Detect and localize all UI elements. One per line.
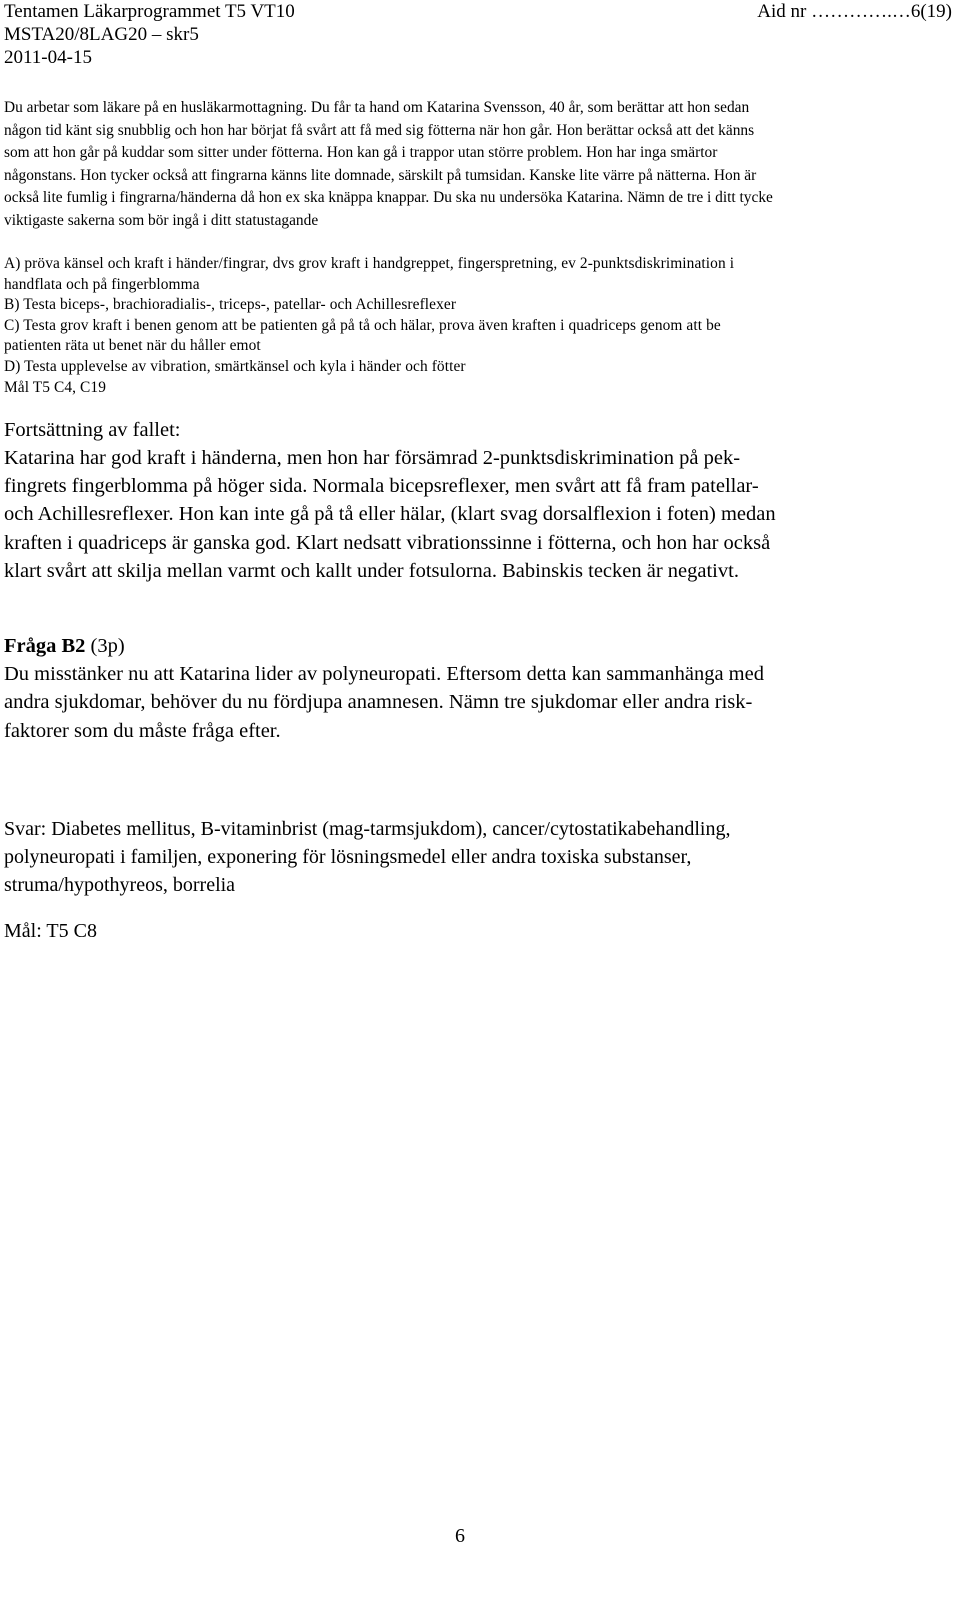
question-label: Fråga B2 [4, 635, 86, 657]
answer-line: struma/hypothyreos, borrelia [4, 874, 236, 897]
continuation-body [4, 444, 954, 585]
page-header [4, 0, 956, 69]
answer-block [4, 815, 954, 900]
continuation-title: Fortsättning av fallet: [4, 419, 181, 441]
case-description [4, 97, 952, 233]
question-line: faktorer som du måste fråga efter. [4, 719, 281, 742]
answer-options [4, 254, 952, 398]
option-line: C) Testa grov kraft i benen genom att be patienten gå på tå och hälar, prova även kraften i quadriceps genom att be [4, 316, 721, 334]
question-heading [4, 632, 954, 660]
option-line: D) Testa upplevelse av vibration, smärtkänsel och kyla i händer och fötter [4, 357, 466, 375]
goal-reference: Mål: T5 C8 [4, 920, 97, 942]
page-number: 6 [455, 1525, 465, 1547]
option-line: handflata och på fingerblomma [4, 275, 200, 293]
exam-date: 2011-04-15 [4, 47, 92, 68]
continuation-line: fingrets fingerblomma på höger sida. Normala bicepsreflexer, men svårt att få fram patellar- [4, 475, 759, 498]
question-line: andra sjukdomar, behöver du nu fördjupa anamnesen. Nämn tre sjukdomar eller andra risk- [4, 691, 753, 714]
course-code: MSTA20/8LAG20 – skr5 [4, 24, 199, 45]
case-line: som att hon går på kuddar som sitter under fötterna. Hon kan gå i trappor utan större problem. Hon har inga smärtor [4, 144, 718, 162]
option-line: A) pröva känsel och kraft i händer/fingrar, dvs grov kraft i handgreppet, fingerspretning, ev 2-punktsdiskrimination i [4, 255, 735, 272]
case-line: viktigaste sakerna som bör ingå i ditt statustagande [4, 211, 319, 229]
case-line: någon tid känt sig snubblig och hon har börjat få svårt att få med sig fötterna när hon går. Hon berättar också att det känns [4, 121, 755, 139]
continuation-line: Katarina har god kraft i händerna, men hon har försämrad 2-punktsdiskrimination på pek- [4, 447, 741, 469]
question-line: Du misstänker nu att Katarina lider av polyneuropati. Eftersom detta kan sammanhänga med [4, 663, 764, 686]
case-line: också lite fumlig i fingrarna/händerna då hon ex ska knäppa knappar. Du ska nu undersöka Katarina. Nämn de tre i ditt tycke [4, 189, 773, 207]
continuation-line: kraften i quadriceps är ganska god. Klart nedsatt vibrationssinne i fötterna, och hon har också [4, 531, 771, 554]
answer-line: polyneuropati i familjen, exponering för lösningsmedel eller andra toxiska substanser, [4, 846, 692, 869]
option-line: patienten räta ut benet när du håller emot [4, 337, 261, 355]
continuation-line: klart svårt att skilja mellan varmt och kallt under fotsulorna. Babinskis tecken är negativt. [4, 559, 739, 582]
case-line: någonstans. Hon tycker också att fingrarna känns lite domnade, särskilt på tumsidan. Kanske lite värre på nätterna. Hon är [4, 166, 757, 184]
question-b2 [4, 632, 954, 745]
case-line: Du arbetar som läkare på en husläkarmottagning. Du får ta hand om Katarina Svensson, 40 år, som berättar att hon sedan [4, 99, 750, 116]
continuation-line: och Achillesreflexer. Hon kan inte gå på tå eller hälar, (klart svag dorsalflexion i foten) medan [4, 503, 776, 526]
answer-line: Svar: Diabetes mellitus, B-vitaminbrist (mag-tarmsjukdom), cancer/cytostatikabehandling, [4, 818, 731, 840]
question-points: (3p) [85, 635, 125, 657]
option-goal: Mål T5 C4, C19 [4, 378, 107, 396]
exam-title: Tentamen Läkarprogrammet T5 VT10 [4, 1, 295, 22]
aid-number: Aid nr ………….…6(19) [757, 1, 952, 22]
option-line: B) Testa biceps-, brachioradialis-, triceps-, patellar- och Achillesreflexer [4, 296, 457, 314]
